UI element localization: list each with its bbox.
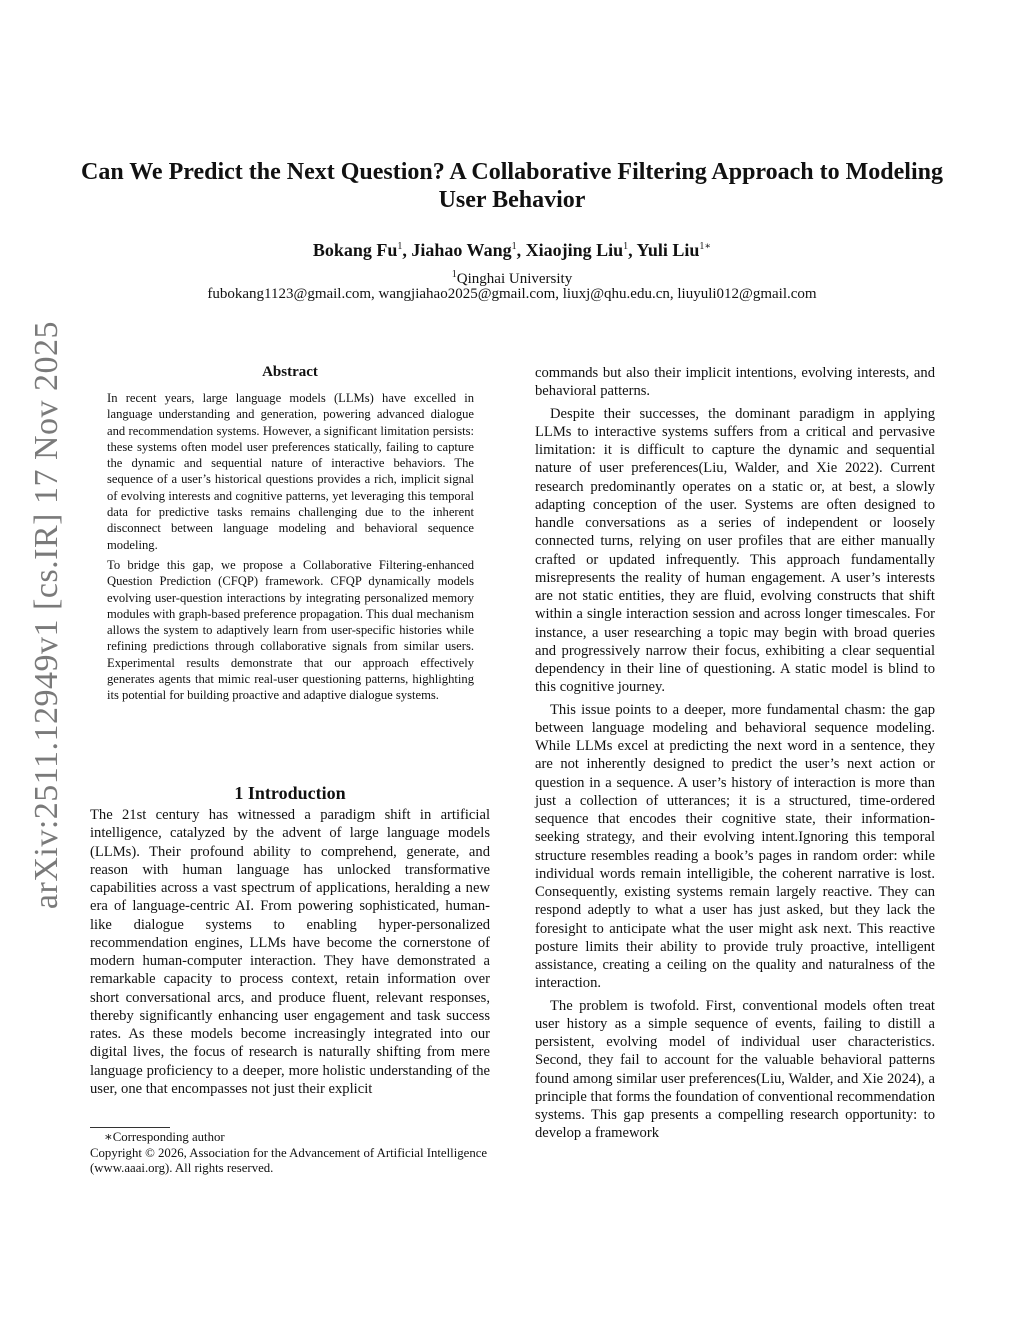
abstract-paragraph: To bridge this gap, we propose a Collaborative Filtering-enhanced Question Prediction (CFQP) framework. CFQP dynamically models evolving user-question interactions by integrating personalized memory modules with graph-based preference propagation. This dual mechanism allows the system to adaptively learn from user-specific histories while refining predictions through collaborative signals from similar users. Experimental results demonstrate that our approach effectively generates agents that mimic real-user questioning patterns, highlighting its potential for building proactive and adaptive dialogue systems.: [107, 557, 474, 703]
body-paragraph: commands but also their implicit intentions, evolving interests, and behavioral patterns.: [535, 365, 935, 400]
paper-title: Can We Predict the Next Question? A Collaborative Filtering Approach to Modeling User Behavior: [81, 159, 943, 213]
body-paragraph: The problem is twofold. First, conventional models often treat user history as a simple sequence of events, failing to distill a persistent, evolving model of individual user characteristics. Second, they fail to account for the valuable behavioral patterns found among similar user preferences(Liu, Walder, and Xie 2024), a principle that forms the foundation of conventional recommendation systems. This gap presents a compelling research opportunity: to develop a framework: [535, 997, 935, 1142]
affiliation-mark: 1: [451, 269, 457, 280]
right-column-text: [535, 364, 935, 1147]
footnote-rule: [90, 1127, 170, 1128]
body-paragraph: The 21st century has witnessed a paradigm shift in artificial intelligence, catalyzed by the advent of large language models (LLMs). Their profound ability to comprehend, generate, and reason with human language has unlocked transformative capabilities across a vast spectrum of applications, heralding a new era of language-centric AI. From powering sophisticated, human-like dialogue systems to enabling hyper-personalized recommendation engines, LLMs have become the cornerstone of modern human-computer interaction. They have demonstrated a remarkable capacity to process context, retain information over short conversational arcs, and produce fluent, relevant responses, thereby significantly enhancing user engagement and task success rates. As these models become increasingly integrated into our digital lives, the focus of research is naturally shifting from mere language proficiency to a deeper, more holistic understanding of the user, one that encompasses not just their explicit: [90, 807, 490, 1097]
body-paragraph: Despite their successes, the dominant paradigm in applying LLMs to interactive systems suffers from a critical and pervasive limitation: it is difficult to capture the dynamic and sequential nature of user preferences(Liu, Walder, and Xie 2022). Current research predominantly operates on a static or, at best, a slowly adapting conception of the user. Systems are often designed to handle conversations as a series of independent or loosely connected turns, relying on user profiles that are either manually crafted or updated infrequently. This approach fundamentally misrepresents the reality of human engagement. A user’s interests are not static entities, they are fluid, evolving constructs that shift within a single interaction session and across longer timescales. For instance, a user researching a topic may begin with broad queries and progressively narrow their focus, exhibiting a clear sequential dependency in their line of questioning. A static model is blind to this cognitive journey.: [535, 405, 935, 696]
abstract-body: [107, 390, 474, 708]
author-mark: 1: [623, 241, 629, 252]
abstract-paragraph: In recent years, large language models (LLMs) have excelled in language understanding and generation, powering advanced dialogue and recommendation systems. However, a significant limitation persists: these systems often model user preferences statically, failing to capture the dynamic and sequential nature of interactive behaviors. The sequence of a user’s historical questions provides a rich, implicit signal of evolving interests and cognitive patterns, yet leveraging this temporal data for predictive tasks remains challenging due to the inherent disconnect between language modeling and behavioral sequence modeling.: [107, 391, 474, 552]
author-emails: fubokang1123@gmail.com, wangjiahao2025@gmail.com, liuxj@qhu.edu.cn, liuyuli012@gmail.com: [207, 286, 817, 302]
section-heading-introduction: 1 Introduction: [234, 783, 346, 803]
author-mark: 1: [511, 241, 517, 252]
arxiv-stamp: arXiv:2511.12949v1 [cs.IR] 17 Nov 2025: [28, 320, 65, 910]
left-column-text: [90, 806, 490, 1102]
author-mark: 1∗: [699, 241, 712, 252]
affiliation-name: Qinghai University: [456, 271, 573, 287]
author-name: Xiaojing Liu: [525, 240, 624, 260]
footnote-block: [90, 1130, 490, 1177]
body-paragraph: This issue points to a deeper, more fundamental chasm: the gap between language modeling and behavioral sequence modeling. While LLMs excel at predicting the next word in a sentence, they are not inherently designed to predict the user’s next action or question in a sequence. A user’s history of interaction is more than just a collection of utterances; it is a structured, time-ordered sequence that encodes their cognitive state, their information-seeking strategy, and their evolving intent.Ignoring this temporal structure resembles reading a book’s pages in random order: while individual words remain intelligible, the coherent narrative is lost. Consequently, existing systems remain largely reactive. They can respond adeptly to what a user has just asked, but they lack the foresight to anticipate what the user might ask next. This reactive posture limits their ability to provide truly proactive, intelligent assistance, creating a ceiling on the quality and naturalness of the interaction.: [535, 701, 935, 992]
corresponding-author-note: ∗Corresponding author: [104, 1130, 225, 1144]
author-name: Yuli Liu: [636, 240, 700, 260]
author-list: Bokang Fu$^1$, Jiahao Wang$^1$, Xiaojing Liu$^1$, Yuli Liu$^{1∗}$: [312, 240, 712, 260]
copyright-notice: Copyright © 2026, Association for the Advancement of Artificial Intelligence (www.aaai.org). All rights reserved.: [90, 1145, 488, 1175]
author-name: Bokang Fu: [312, 240, 398, 260]
abstract-heading: Abstract: [262, 364, 318, 380]
author-name: Jiahao Wang: [411, 240, 512, 260]
author-mark: 1: [397, 241, 403, 252]
